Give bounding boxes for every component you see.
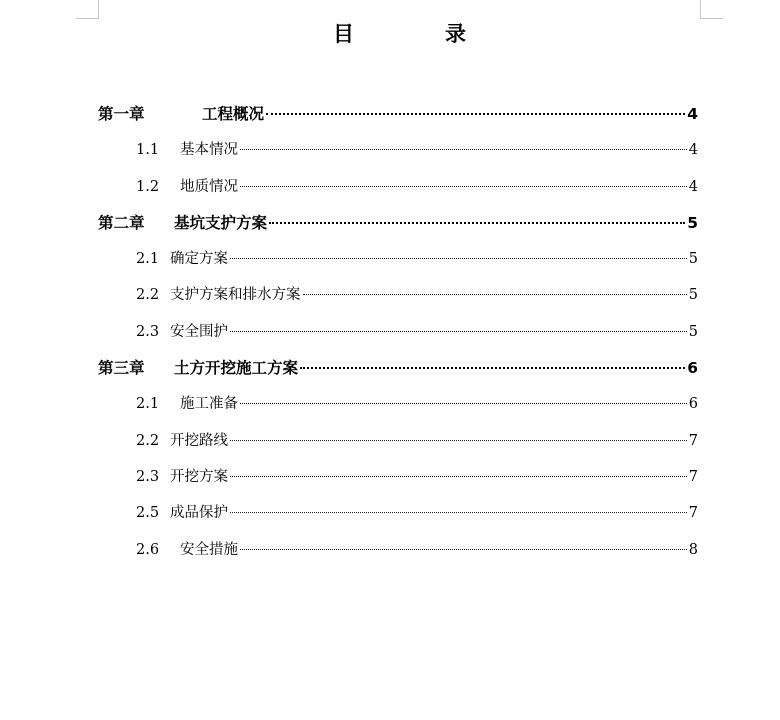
- toc-leader-dots: [240, 403, 687, 404]
- toc-page-number: 4: [688, 178, 698, 195]
- toc-entry-chapter-1[interactable]: [98, 96, 698, 132]
- toc-number: 1.2: [136, 178, 160, 195]
- toc-entry-section[interactable]: [98, 241, 698, 277]
- crop-mark-top-left: [76, 0, 99, 19]
- toc-number: 1.1: [136, 142, 160, 159]
- toc-leader-dots: [300, 367, 685, 369]
- toc-number: 第三章: [98, 359, 145, 378]
- toc-number: 2.1: [136, 396, 160, 413]
- toc-entry-section[interactable]: [98, 386, 698, 422]
- toc-page-number: 6: [687, 359, 698, 378]
- toc-page-number: 5: [688, 323, 698, 340]
- toc-entry-section[interactable]: [98, 532, 698, 568]
- toc-leader-dots: [240, 186, 687, 187]
- toc-page-number: 7: [688, 432, 698, 449]
- toc-page-number: 7: [688, 468, 698, 485]
- title-char-1: 目: [333, 21, 355, 46]
- table-of-contents: [98, 96, 698, 568]
- toc-label: 工程概况: [202, 105, 265, 123]
- toc-entry-section[interactable]: [98, 423, 698, 459]
- toc-number: 第二章: [98, 213, 145, 232]
- toc-entry-chapter-2[interactable]: [98, 205, 698, 241]
- toc-label: 开挖方案: [170, 468, 228, 485]
- toc-entry-section[interactable]: [98, 132, 698, 168]
- toc-page-number: 5: [687, 213, 698, 232]
- toc-label: 安全措施: [180, 541, 238, 558]
- toc-label: 开挖路线: [170, 432, 228, 449]
- toc-label: 施工准备: [180, 396, 238, 413]
- toc-page-number: 5: [688, 251, 698, 268]
- toc-number: 2.1: [136, 251, 160, 268]
- toc-entry-section[interactable]: [98, 169, 698, 205]
- toc-number: 2.3: [136, 323, 160, 340]
- crop-mark-top-right: [700, 0, 723, 19]
- toc-label: 成品保护: [170, 505, 228, 522]
- toc-entry-chapter-3[interactable]: [98, 350, 698, 386]
- toc-label: 土方开挖施工方案: [174, 359, 299, 378]
- toc-page-number: 4: [687, 105, 698, 123]
- toc-entry-section[interactable]: [98, 459, 698, 495]
- toc-entry-section[interactable]: [98, 314, 698, 350]
- toc-label: 支护方案和排水方案: [170, 287, 301, 304]
- toc-leader-dots: [266, 113, 685, 115]
- toc-entry-section[interactable]: [98, 277, 698, 313]
- toc-page-number: 5: [688, 287, 698, 304]
- toc-leader-dots: [303, 294, 687, 295]
- page-title: [0, 18, 780, 48]
- toc-entry-section[interactable]: [98, 495, 698, 531]
- title-char-2: 录: [445, 21, 467, 46]
- toc-leader-dots: [230, 512, 687, 513]
- toc-label: 确定方案: [170, 251, 228, 268]
- toc-leader-dots: [240, 149, 687, 150]
- toc-label: 基本情况: [180, 142, 238, 159]
- toc-label: 基坑支护方案: [174, 213, 268, 232]
- toc-leader-dots: [269, 222, 685, 224]
- toc-number: 2.6: [136, 541, 160, 558]
- toc-number: 2.2: [136, 287, 160, 304]
- toc-number: 第一章: [98, 105, 145, 123]
- toc-page-number: 6: [688, 396, 698, 413]
- toc-number: 2.5: [136, 505, 160, 522]
- toc-label: 安全围护: [170, 323, 228, 340]
- toc-leader-dots: [230, 258, 687, 259]
- toc-number: 2.3: [136, 468, 160, 485]
- toc-leader-dots: [230, 476, 687, 477]
- toc-page-number: 8: [688, 541, 698, 558]
- toc-leader-dots: [230, 440, 687, 441]
- toc-leader-dots: [230, 331, 687, 332]
- toc-label: 地质情况: [180, 178, 238, 195]
- toc-number: 2.2: [136, 432, 160, 449]
- toc-page-number: 7: [688, 505, 698, 522]
- toc-leader-dots: [240, 549, 687, 550]
- toc-page-number: 4: [688, 142, 698, 159]
